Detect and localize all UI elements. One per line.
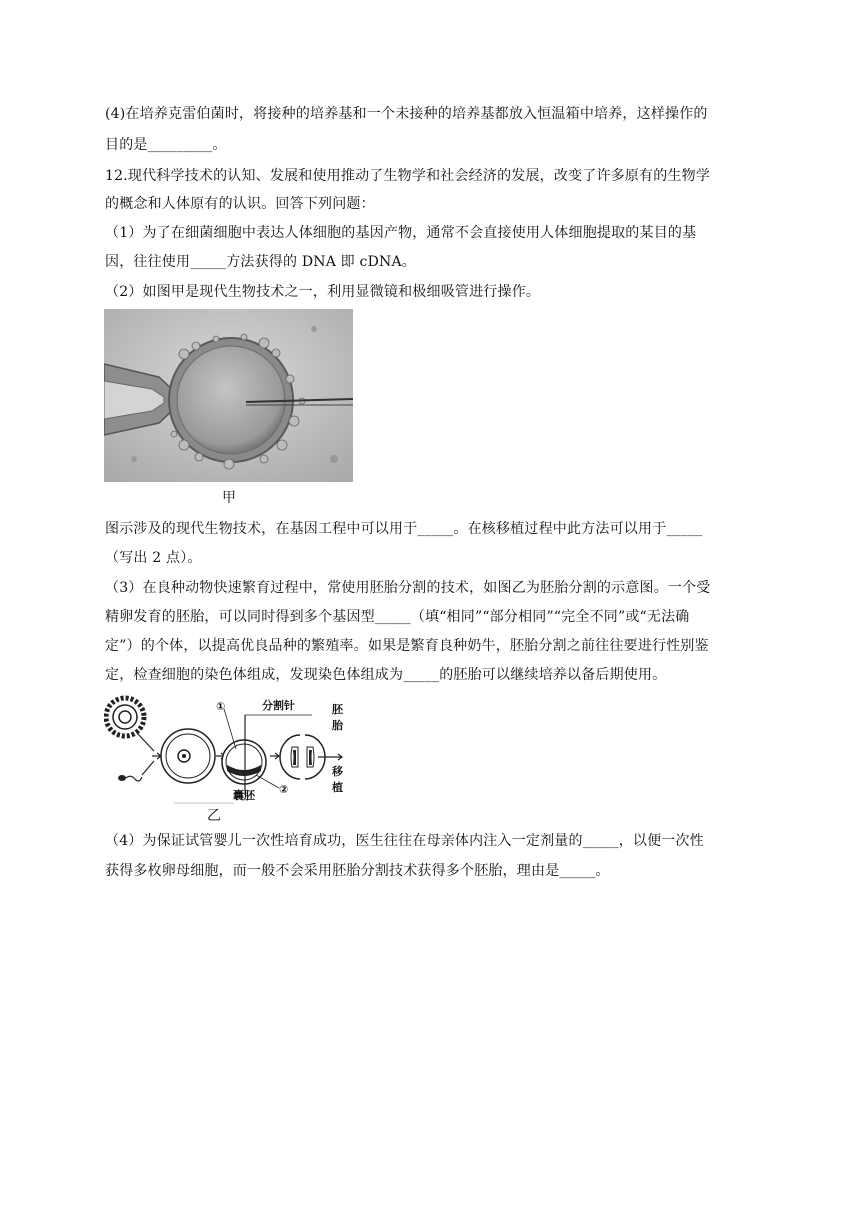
sperm-icon (118, 775, 142, 781)
label-transfer-3: 移 (332, 765, 343, 778)
figure-caption-yi: 乙 (207, 808, 221, 824)
text-line: 精卵发育的胚胎，可以同时得到多个基因型_____（填“相同”“部分相同”“完全不同”或“无法确 (105, 609, 690, 625)
text-line: 目的是_________。 (105, 137, 227, 153)
text-line: (4)在培养克雷伯菌时，将接种的培养基和一个未接种的培养基都放入恒温箱中培养，这样操作的 (105, 106, 708, 122)
text-line: 图示涉及的现代生物技术，在基因工程中可以用于_____。在核移植过程中此方法可以用于_____ (105, 521, 703, 537)
label-blastocyst: 囊胚 (233, 789, 255, 802)
text-line: （4）为保证试管婴儿一次性培育成功，医生往往在母亲体内注入一定剂量的_____，以便一次性 (105, 833, 704, 849)
text-line: 获得多枚卵母细胞，而一般不会采用胚胎分割技术获得多个胚胎，理由是_____。 (105, 863, 610, 879)
label-split-needle: 分割针 (262, 699, 295, 712)
text-line: 因，往往使用_____方法获得的 DNA 即 cDNA。 (105, 254, 416, 270)
text-line: （2）如图甲是现代生物技术之一，利用显微镜和极细吸管进行操作。 (105, 284, 541, 300)
label-circled-2: ② (279, 783, 289, 796)
zygote-icon (161, 729, 215, 783)
text-line: 定，检查细胞的染色体组成，发现染色体组成为_____的胚胎可以继续培养以备后期使用。 (105, 667, 667, 683)
blastocyst-icon (222, 740, 266, 784)
label-transfer-1: 胚 (332, 703, 343, 716)
label-circled-1: ① (216, 700, 226, 713)
label-transfer-4: 植 (332, 781, 343, 794)
text-line: 定”）的个体，以提高优良品种的繁殖率。如果是繁育良种奶牛，胚胎分割之前往往要进行性别鉴 (105, 638, 709, 654)
figure-caption-jia: 甲 (222, 490, 236, 506)
text-line: （3）在良种动物快速繁育过程中，常使用胚胎分割的技术，如图乙为胚胎分割的示意图。一个受 (105, 580, 711, 596)
micromanipulation-photo (104, 309, 353, 482)
text-line: （1）为了在细菌细胞中表达人体细胞的基因产物，通常不会直接使用人体细胞提取的某目的基 (105, 225, 697, 241)
oocyte-icon (106, 698, 144, 736)
label-transfer-2: 胎 (332, 719, 343, 732)
text-line: 12.现代科学技术的认知、发展和使用推动了生物学和社会经济的发展，改变了许多原有的生物学 (105, 168, 711, 184)
embryo-splitting-diagram (104, 695, 354, 807)
text-line: 的概念和人体原有的认识。回答下列问题： (105, 196, 375, 212)
text-line: （写出 2 点）。 (105, 550, 202, 566)
